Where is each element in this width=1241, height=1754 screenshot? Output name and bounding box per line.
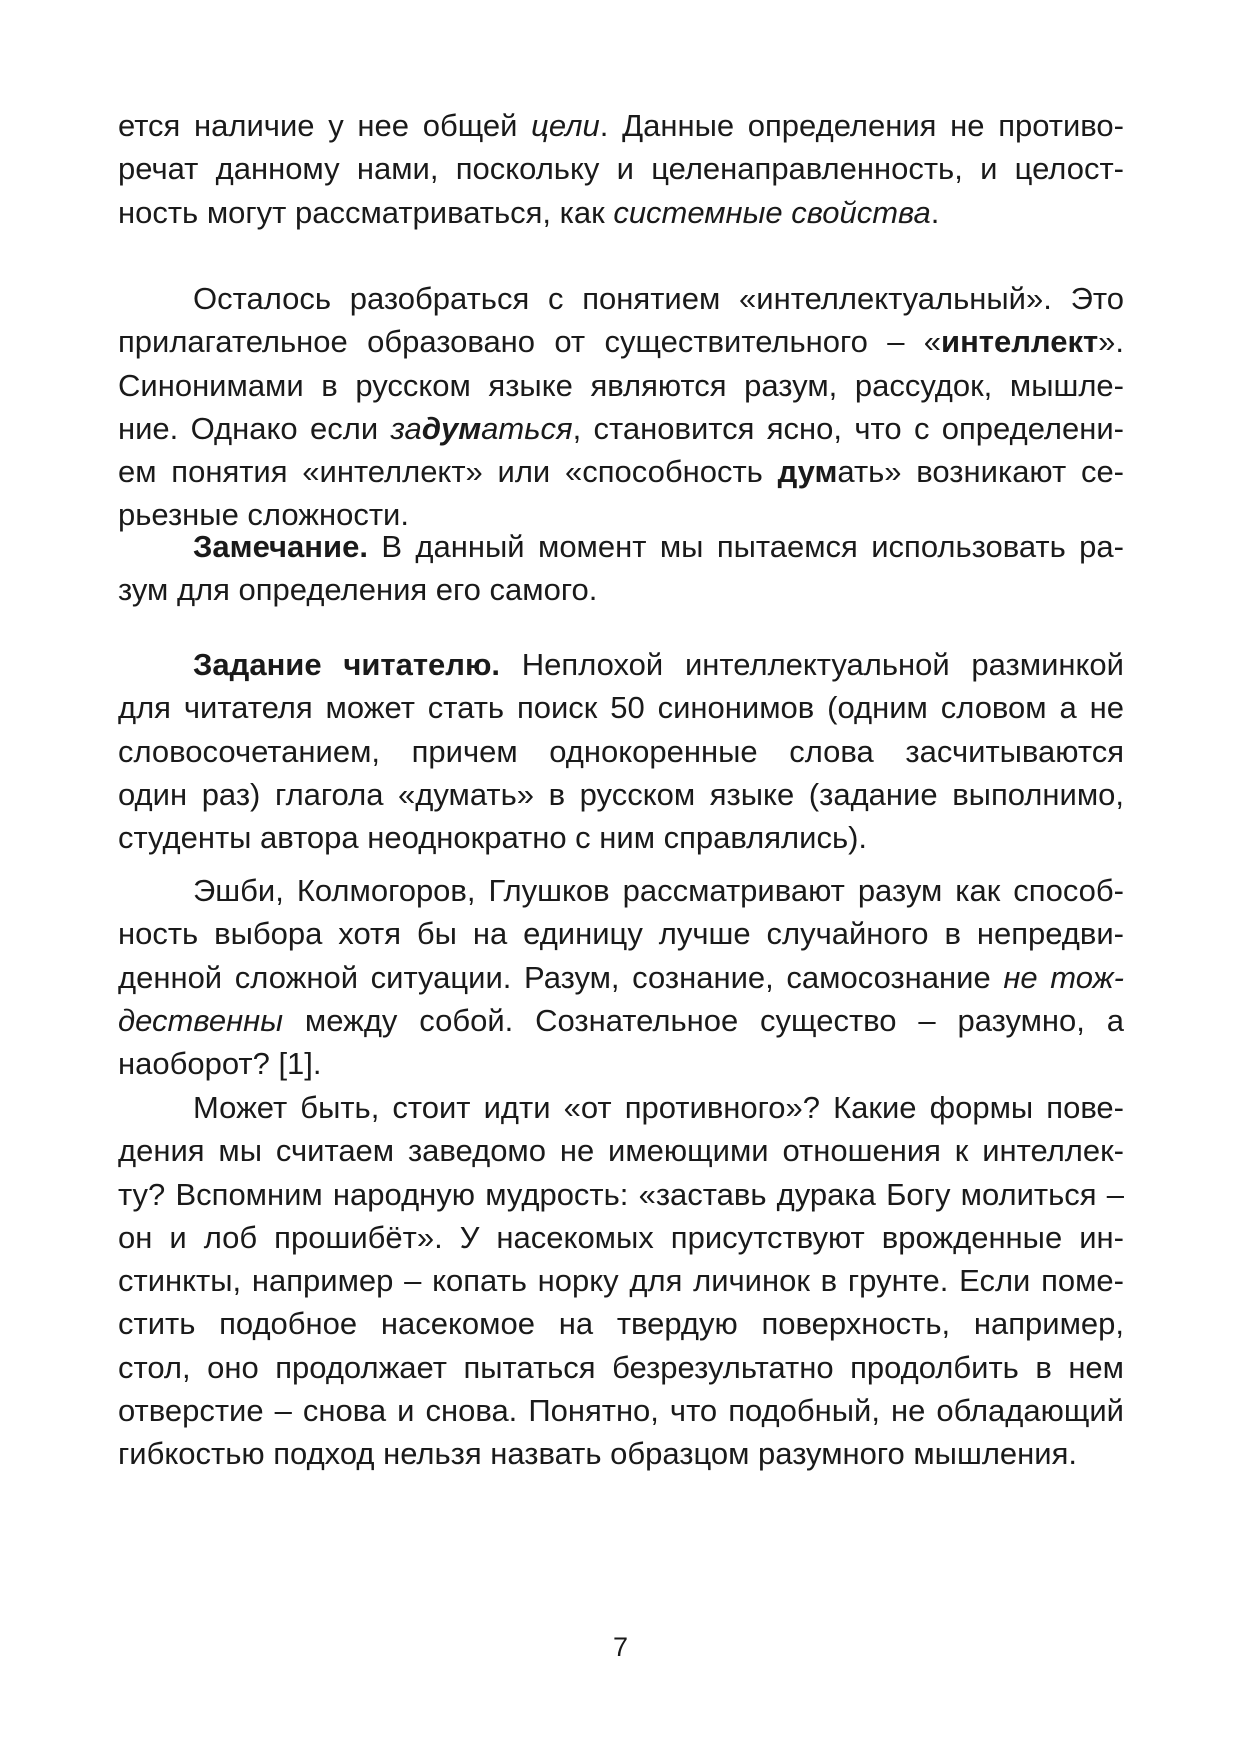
emphasis-bold: дум [777, 454, 838, 490]
text-line [118, 643, 1124, 686]
text-run: денной сложной ситуации. Разум, сознание, самосознание [118, 959, 1004, 995]
text-run: стить подобное насекомое на твердую поверхность, например, [118, 1306, 1124, 1342]
text-run: Синонимами в русском языке являются разум, рассудок, мышле- [118, 367, 1124, 403]
text-run: ность могут рассматриваться, как [118, 194, 614, 230]
text-run: между собой. Сознательное существо – разумно, а [283, 1002, 1124, 1038]
paragraph-2 [118, 277, 1124, 537]
text-run: В данный момент мы пытаемся использовать ра- [367, 529, 1124, 564]
emphasis-bold: дум [421, 410, 482, 446]
paragraph-6 [118, 1086, 1124, 1476]
text-line [118, 730, 1124, 773]
text-run: ность выбора хотя бы на единицу лучше случайного в непредви- [118, 916, 1124, 952]
text-line [118, 1302, 1124, 1345]
text-line [118, 1389, 1124, 1432]
emphasis-italic: не тож- [1003, 959, 1124, 995]
text-line [118, 1259, 1124, 1302]
emphasis-italic: цели [531, 108, 600, 143]
emphasis-italic: аться [481, 410, 573, 446]
text-line [118, 450, 1124, 493]
text-line [118, 773, 1124, 816]
text-run: словосочетанием, причем однокоренные слова засчитываются [118, 733, 1124, 769]
text-line [118, 277, 1124, 320]
text-line [118, 104, 1124, 147]
text-line [118, 816, 1124, 859]
page-number: 7 [612, 1632, 629, 1662]
text-run: . Данные определения не противо- [599, 108, 1124, 143]
text-run: , становится ясно, что с определени- [572, 410, 1124, 446]
text-run: ». [1098, 324, 1124, 360]
text-run: Эшби, Колмогоров, Глушков рассматривают разум как способ- [193, 873, 1124, 908]
paragraph-1 [118, 104, 1124, 234]
text-run: он и лоб прошибёт». У насекомых присутствуют врожденные ин- [118, 1219, 1124, 1255]
paragraph-5 [118, 869, 1124, 1085]
emphasis-italic: системные свойства [613, 194, 931, 230]
text-line [118, 525, 1124, 568]
text-run: ние. Однако если [118, 410, 391, 446]
text-run: один раз) глагола «думать» в русском языке (задание выполнимо, [118, 776, 1124, 812]
emphasis-italic: дественны [118, 1002, 284, 1038]
paragraph-4-reader-task [118, 643, 1124, 859]
text-line [118, 191, 1124, 234]
text-run: стол, оно продолжает пытаться безрезультатно продолбить в нем [118, 1349, 1124, 1385]
text-run: Может быть, стоит идти «от противного»? Какие формы пове- [193, 1090, 1124, 1125]
text-run: рьезные сложности. [118, 497, 409, 533]
emphasis-bold: интеллект [941, 324, 1099, 360]
text-line [118, 320, 1124, 363]
text-run: отверстие – снова и снова. Понятно, что подобный, не обладающий [118, 1393, 1124, 1429]
text-run: для читателя может стать поиск 50 синонимов (одним словом а не [118, 690, 1124, 726]
text-line [118, 147, 1124, 190]
paragraph-3-remark [118, 525, 1124, 612]
text-line [118, 1216, 1124, 1259]
text-run: ать» возникают се- [837, 454, 1125, 490]
text-line [118, 999, 1124, 1042]
text-run: ем понятия «интеллект» или «способность [118, 454, 778, 490]
text-run: стинкты, например – копать норку для личинок в грунте. Если поме- [118, 1263, 1124, 1299]
text-run: зум для определения его самого. [118, 572, 598, 608]
emphasis-italic: за [390, 410, 422, 446]
text-line [118, 364, 1124, 407]
text-run: . [930, 194, 940, 230]
text-run: дения мы считаем заведомо не имеющими отношения к интеллек- [118, 1133, 1124, 1169]
text-run: наоборот? [1]. [118, 1046, 322, 1082]
text-line [118, 869, 1124, 912]
text-line [118, 1173, 1124, 1216]
text-line [118, 1346, 1124, 1389]
text-run: прилагательное образовано от существительного – « [118, 324, 942, 360]
text-line [118, 1129, 1124, 1172]
text-line [118, 686, 1124, 729]
text-run: речат данному нами, поскольку и целенаправленность, и целост- [118, 151, 1124, 187]
text-run: Неплохой интеллектуальной разминкой [500, 647, 1124, 682]
text-line [118, 956, 1124, 999]
text-line [118, 407, 1124, 450]
text-run: гибкостью подход нельзя назвать образцом разумного мышления. [118, 1436, 1077, 1472]
text-run: студенты автора неоднократно с ним справлялись). [118, 820, 868, 856]
text-run: Осталось разобраться с понятием «интеллектуальный». Это [193, 281, 1124, 316]
text-run: ется наличие у нее общей [118, 108, 532, 143]
text-line [118, 1086, 1124, 1129]
text-line [118, 1432, 1124, 1475]
text-line [118, 912, 1124, 955]
emphasis-bold: Замечание. [193, 529, 368, 564]
text-line [118, 1042, 1124, 1085]
emphasis-bold: Задание читателю. [193, 647, 501, 682]
text-run: ту? Вспомним народную мудрость: «заставь дурака Богу молиться – [118, 1176, 1124, 1212]
text-line [118, 568, 1124, 611]
